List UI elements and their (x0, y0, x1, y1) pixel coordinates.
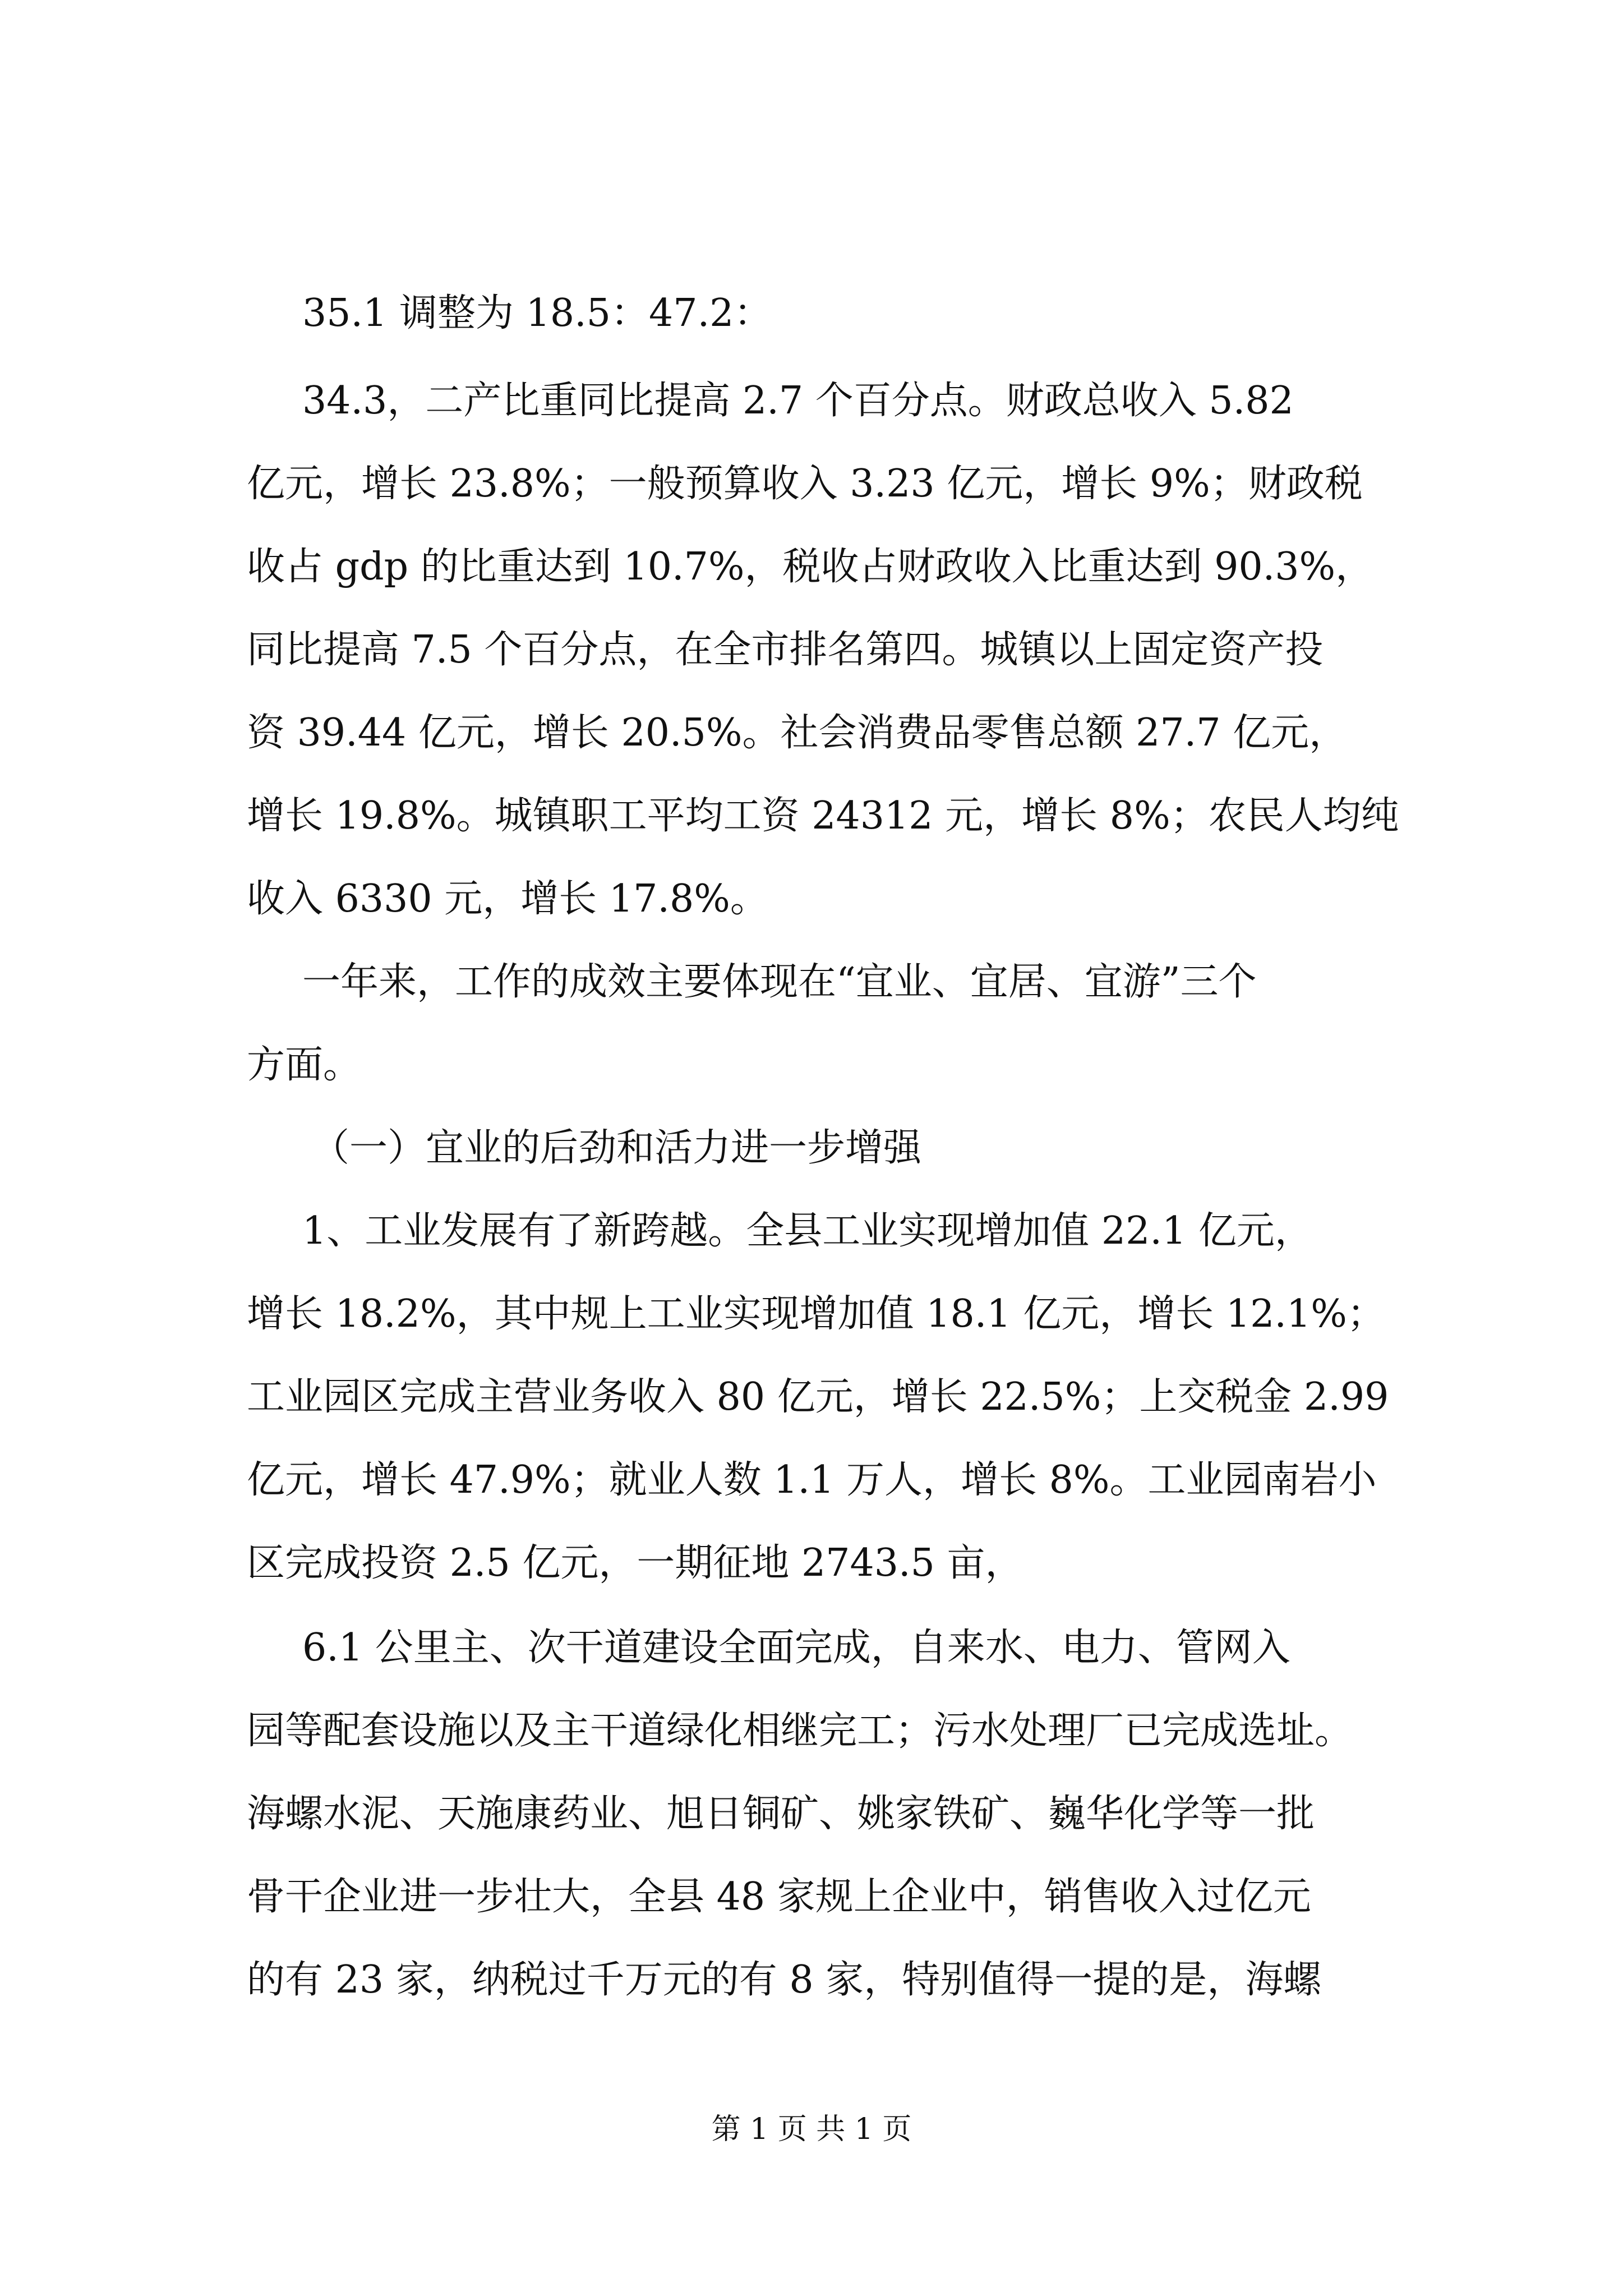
body-text-line: 增长 18.2%，其中规上工业实现增加值 18.1 亿元，增长 12.1%； (247, 1292, 1385, 1336)
body-text-line: 35.1 调整为 18.5：47.2： (302, 291, 772, 335)
body-text-line: 区完成投资 2.5 亿元，一期征地 2743.5 亩， (247, 1541, 1023, 1585)
body-text-line: 增长 19.8%。城镇职工平均工资 24312 元，增长 8%；农民人均纯 (247, 794, 1399, 838)
body-text-line: 收占 gdp 的比重达到 10.7%，税收占财政收入比重达到 90.3%， (247, 545, 1374, 589)
body-text-line: 资 39.44 亿元，增长 20.5%。社会消费品零售总额 27.7 亿元， (247, 711, 1348, 755)
body-text-line: 园等配套设施以及主干道绿化相继完工；污水处理厂已完成选址。 (247, 1709, 1353, 1753)
body-text-line: 亿元，增长 23.8%；一般预算收入 3.23 亿元，增长 9%；财政税 (247, 462, 1363, 506)
body-text-line: 1、工业发展有了新跨越。全县工业实现增加值 22.1 亿元， (302, 1209, 1313, 1253)
body-text-line: 的有 23 家，纳税过千万元的有 8 家，特别值得一提的是，海螺 (247, 1958, 1322, 2002)
body-text-line: 同比提高 7.5 个百分点，在全市排名第四。城镇以上固定资产投 (247, 628, 1324, 672)
body-text-line: 工业园区完成主营业务收入 80 亿元，增长 22.5%；上交税金 2.99 (247, 1375, 1389, 1419)
body-text-line: 收入 6330 元，增长 17.8%。 (247, 877, 768, 921)
body-text-line: 骨干企业进一步壮大，全县 48 家规上企业中，销售收入过亿元 (247, 1875, 1311, 1919)
page-footer: 第 1 页 共 1 页 (711, 2113, 912, 2146)
section-heading: （一）宜业的后劲和活力进一步增强 (311, 1126, 922, 1170)
body-text-line: 6.1 公里主、次干道建设全面完成，自来水、电力、管网入 (302, 1626, 1290, 1670)
body-text-line: 方面。 (247, 1043, 362, 1087)
body-text-line: 34.3，二产比重同比提高 2.7 个百分点。财政总收入 5.82 (302, 379, 1294, 423)
body-text-line: 一年来，工作的成效主要体现在“宜业、宜居、宜游”三个 (302, 960, 1257, 1004)
body-text-line: 亿元，增长 47.9%；就业人数 1.1 万人，增长 8%。工业园南岩小 (247, 1458, 1377, 1502)
body-text-line: 海螺水泥、天施康药业、旭日铜矿、姚家铁矿、巍华化学等一批 (247, 1792, 1315, 1836)
